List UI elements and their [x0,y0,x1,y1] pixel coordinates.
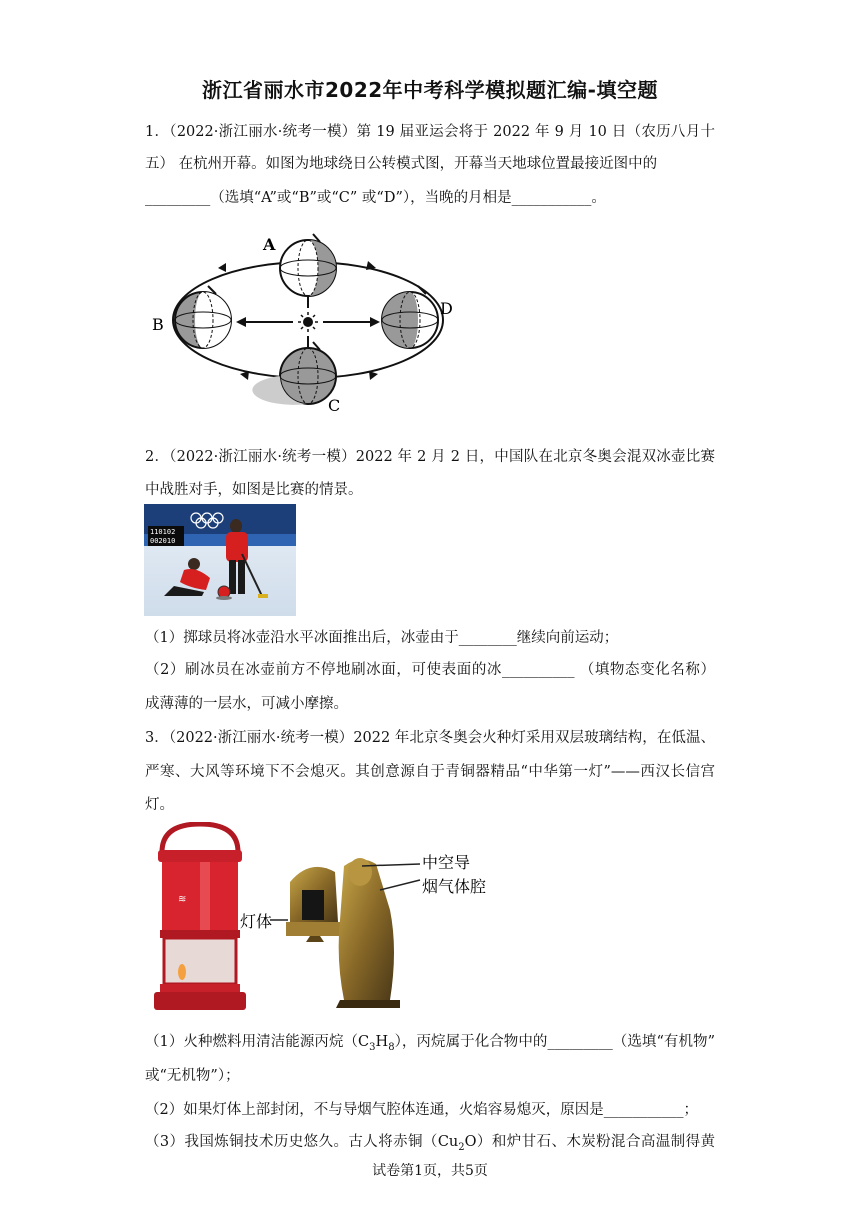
q2-line2: 中战胜对手，如图是比赛的情景。 [145,482,363,498]
changxin-palace-lamp-image [240,850,500,1010]
torch-lantern-image [150,822,250,1017]
earth-b [175,286,231,348]
earth-orbit-diagram [148,228,458,418]
q3-line2: 严寒、大风等环境下不会熄灭。其创意源自于青铜器精品“中华第一灯”——西汉长信宫 [145,764,715,780]
earth-a [280,234,336,296]
page-title: 浙江省丽水市2022年中考科学模拟题汇编-填空题 [202,78,658,102]
q3-sub1: （1）火种燃料用清洁能源丙烷$(C_3H_8)$，丙烷属于化合物中的_________（选填“有机物” [145,1034,715,1053]
q1-line1: 1．（2022·浙江丽水·统考一模）第 19 届亚运会将于 2022 年 9 月 10 日（农历八月十 [145,124,715,140]
q3-sub2: （2）如果灯体上部封闭，不与导烟气腔体连通，火焰容易熄灭，原因是___________； [145,1102,698,1118]
callout-hollow-cavity-2: 烟气体腔 [422,877,487,896]
label-b: B [152,315,164,334]
q2-sub1: （1）掷球员将冰壶沿水平冰面推出后，冰壶由于________继续向前运动； [145,630,619,646]
label-d: D [440,299,453,318]
q1-line2: 五） 在杭州开幕。如图为地球绕日公转模式图，开幕当天地球位置最接近图中的 [145,156,658,172]
q2-sub2b: 成薄薄的一层水，可减小摩擦。 [145,696,348,712]
scoreboard-row-2: 002010 [150,537,176,545]
q2-line1: 2．（2022·浙江丽水·统考一模）2022 年 2 月 2 日，中国队在北京冬奥会混双冰壶比赛 [145,449,715,465]
q2-sub2a: （2）刷冰员在冰壶前方不停地刷冰面，可使表面的冰__________ （填物态变化名称） [145,662,715,678]
q3-line3: 灯。 [145,797,174,813]
earth-c [252,342,336,405]
q3-sub3: （3）我国炼铜技术历史悠久。古人将赤铜$(Cu_2O)$和炉甘石、木炭粉混合高温制得黄 [145,1134,715,1153]
q1-line3: _________（选填“A”或“B”或“C” 或“D”），当晚的月相是___________。 [145,190,606,206]
label-a: A [263,235,276,254]
q3-line1: 3．（2022·浙江丽水·统考一模）2022 年北京冬奥会火种灯采用双层玻璃结构，在低温、 [145,730,715,746]
sun-icon [298,312,318,332]
callout-lamp-body: 灯体 [240,912,273,931]
callout-hollow-cavity-1: 中空导 [422,853,471,872]
q3-sub1b: 或“无机物”）； [145,1068,240,1084]
page-footer: 试卷第1页，共5页 [372,1163,488,1179]
svg-text:≋: ≋ [178,894,187,905]
scoreboard-row-1: 110102 [150,528,176,536]
label-c: C [328,396,341,415]
curling-photo [144,504,296,616]
